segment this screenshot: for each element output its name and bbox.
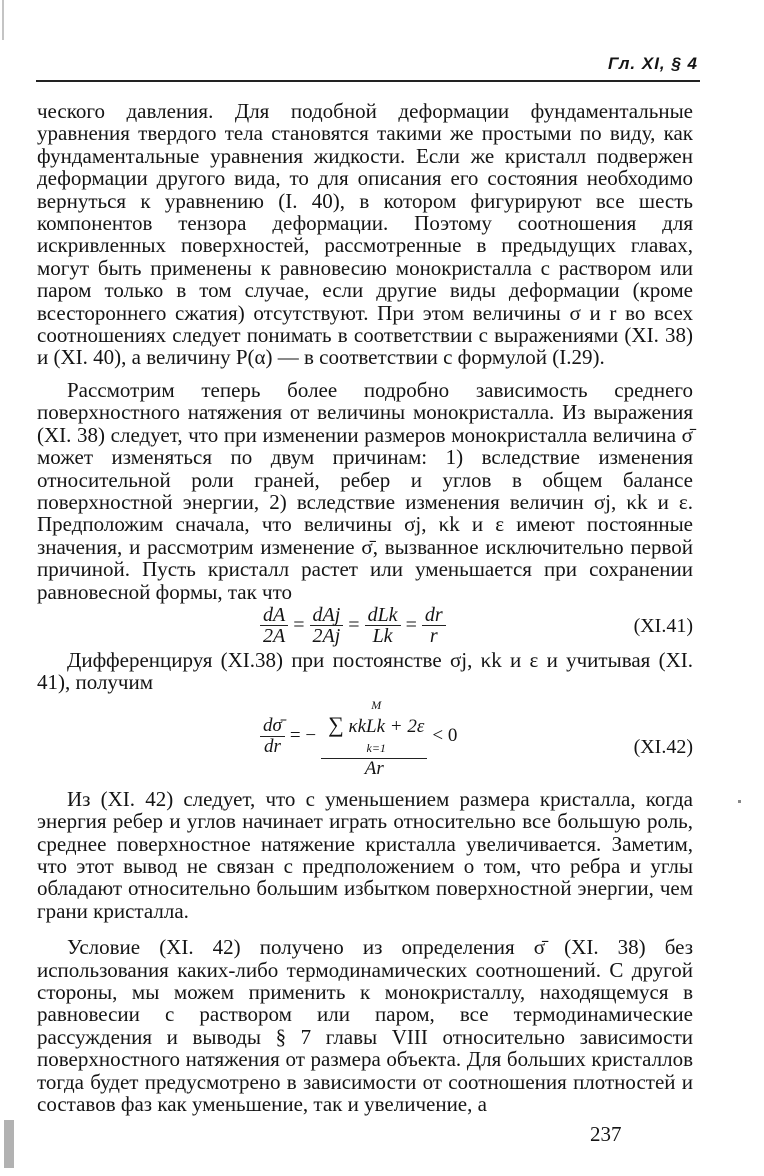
eq42-lhs-den: dr bbox=[263, 735, 281, 757]
equation-xi-42-number: (XI.42) bbox=[633, 735, 693, 758]
eq41-term3-den: Lk bbox=[372, 624, 393, 647]
paragraph-3: Дифференцируя (XI.38) при постоянстве σj, κk и ε и учитывая (XI. 41), получим bbox=[37, 647, 693, 695]
header-chapter-ref: Гл. XI, § 4 bbox=[608, 54, 698, 73]
eq42-relation: < 0 bbox=[432, 725, 458, 747]
eq41-term4-den: r bbox=[429, 624, 438, 647]
paragraph-5: Условие (XI. 42) получено из определения σ̄ (XI. 38) без использования каких-либо термодинамических соотношений. С другой стороны, мы можем применить к монокристаллу, находящемуся в равновесии с раствором или паром, все термодинамические рассуждения и выводы § 7 главы VIII относительно зависимости поверхностного натяжения от размера объекта. Для больших кристаллов тогда будет предусмотрено в зависимости от соотношения плотностей и составов фаз как уменьшение, так и увеличение, а bbox=[37, 935, 693, 1117]
paragraph-4: Из (XI. 42) следует, что с уменьшением размера кристалла, когда энергия ребер и углов начинает играть относительно все большую роль, среднее поверхностное натяжение кристалла увеличивается. Заметим, что этот вывод не связан с предположением о том, что ребра и углы обладают относительно большим избытком поверхностной энергии, чем грани кристалла. bbox=[37, 786, 693, 923]
equation-xi-41 bbox=[37, 603, 693, 649]
eq42-rhs-den: Ar bbox=[364, 757, 384, 779]
eq41-term3-num: dLk bbox=[365, 605, 401, 626]
main-text bbox=[37, 100, 693, 1115]
eq42-sum-upper: M bbox=[371, 697, 382, 712]
equation-xi-42-body: $\frac{d\sigmā}{dr}$ = − M ∑ κkLk + 2ε k=1 Ar < 0 bbox=[257, 694, 459, 779]
paragraph-2: Рассмотрим теперь более подробно зависимость среднего поверхностного натяжения от величины монокристалла. Из выражения (XI. 38) следует, что при изменении размеров монокристалла величина σ̄ может изменяться по двум причинам: 1) вследствие изменения относительной роли граней, ребер и углов в общем балансе поверхностной энергии, 2) вследствие изменения величин σj, κk и ε. Предположим сначала, что величины σj, κk и ε имеют постоянные значения, и рассмотрим изменение σ̄, вызванное исключительно первой причиной. Пусть кристалл растет или уменьшается при сохранении равновесной формы, так что bbox=[37, 377, 693, 604]
running-header bbox=[0, 50, 764, 80]
scan-edge-mark bbox=[2, 0, 4, 40]
eq42-sum-lower: k=1 bbox=[366, 740, 386, 755]
scan-corner-mark bbox=[4, 1120, 14, 1168]
eq41-term2-den: 2Aj bbox=[312, 624, 341, 647]
scan-dot-mark bbox=[738, 800, 741, 803]
eq41-term2-num: dAj bbox=[310, 605, 344, 626]
page-number: 237 bbox=[590, 1122, 622, 1146]
header-rule bbox=[36, 80, 700, 82]
eq41-term4-num: dr bbox=[422, 605, 446, 626]
paragraph-1: ческого давления. Для подобной деформации фундаментальные уравнения твердого тела становятся такими же простыми по виду, как фундаментальные уравнения жидкости. Если же кристалл подвержен деформации другого вида, то для описания его состояния необходимо вернуться к уравнению (I. 40), в котором фигурируют все шесть компонентов тензора деформации. Поэтому соотношения для искривленных поверхностей, рассмотренные в предыдущих главах, могут быть применены к равновесию монокристалла с раствором или паром только в том случае, если другие виды деформации (кроме всестороннего сжатия) отсутствуют. При этом величины σ и r во всех соотношениях следует понимать в соответствии с выражениями (XI. 38) и (XI. 40), а величину P(α) — в соответствии с формулой (I.29). bbox=[37, 99, 693, 370]
equation-xi-41-number: (XI.41) bbox=[633, 614, 693, 637]
equation-xi-42 bbox=[37, 694, 693, 779]
eq41-term1-den: 2A bbox=[263, 624, 286, 647]
eq42-lhs-num: dσ̄ bbox=[260, 716, 285, 737]
eq41-term1-num: dA bbox=[260, 605, 288, 626]
sum-sign-icon: ∑ bbox=[328, 711, 344, 737]
equation-xi-41-body: $\frac{dA}{2A}$ = $\frac{\text{dAj}}{2Aj}$ = $\frac{\text{dLk}}{Lk}$ = $\frac{dr}{r}$ bbox=[257, 605, 449, 646]
eq42-sum-body: κkLk + 2ε bbox=[348, 715, 425, 737]
